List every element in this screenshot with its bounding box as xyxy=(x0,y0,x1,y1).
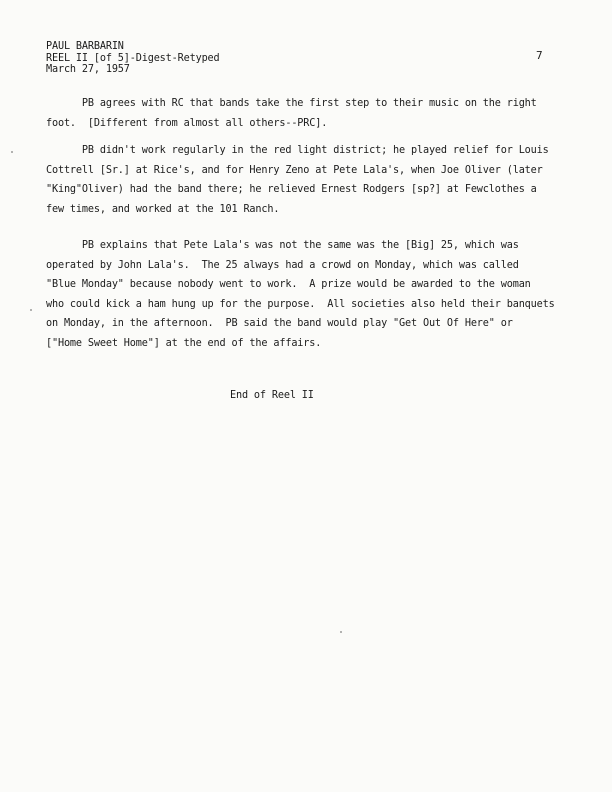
header-date: March 27, 1957 xyxy=(46,64,130,75)
paragraph-2 xyxy=(46,141,566,219)
paragraph-line: operated by John Lala's. The 25 always had a crowd on Monday, which was called xyxy=(46,259,519,271)
page-number: 7 xyxy=(536,49,543,62)
paragraph-line: "King"Oliver) had the band there; he relieved Ernest Rodgers [sp?] at Fewclothes a xyxy=(46,184,537,195)
header-reel: REEL II [of 5]-Digest-Retyped xyxy=(46,52,220,64)
paragraph-line: few times, and worked at the 101 Ranch. xyxy=(46,203,280,215)
paragraph-1 xyxy=(46,94,566,133)
scan-speck xyxy=(340,631,342,633)
paragraph-line: PB didn't work regularly in the red light district; he played relief for Louis xyxy=(46,145,549,156)
paragraph-line: PB agrees with RC that bands take the first step to their music on the right xyxy=(46,98,537,109)
paragraph-3 xyxy=(46,236,566,353)
paragraph-line: PB explains that Pete Lala's was not the same was the [Big] 25, which was xyxy=(46,240,519,251)
end-of-reel-note: End of Reel II xyxy=(230,390,314,401)
scan-speck xyxy=(30,309,32,311)
paragraph-line: who could kick a ham hung up for the purpose. All societies also held their banquets xyxy=(46,298,555,310)
paragraph-line: foot. [Different from almost all others--PRC]. xyxy=(46,117,328,129)
paragraph-line: ["Home Sweet Home"] at the end of the affairs. xyxy=(46,337,322,349)
paragraph-line: "Blue Monday" because nobody went to work. A prize would be awarded to the woman xyxy=(46,279,531,290)
paragraph-line: on Monday, in the afternoon. PB said the band would play "Get Out Of Here" or xyxy=(46,318,513,329)
scan-speck xyxy=(11,151,13,153)
paragraph-line: Cottrell [Sr.] at Rice's, and for Henry Zeno at Pete Lala's, when Joe Oliver (later xyxy=(46,164,543,176)
header-name: PAUL BARBARIN xyxy=(46,41,124,52)
document-header xyxy=(46,41,220,76)
